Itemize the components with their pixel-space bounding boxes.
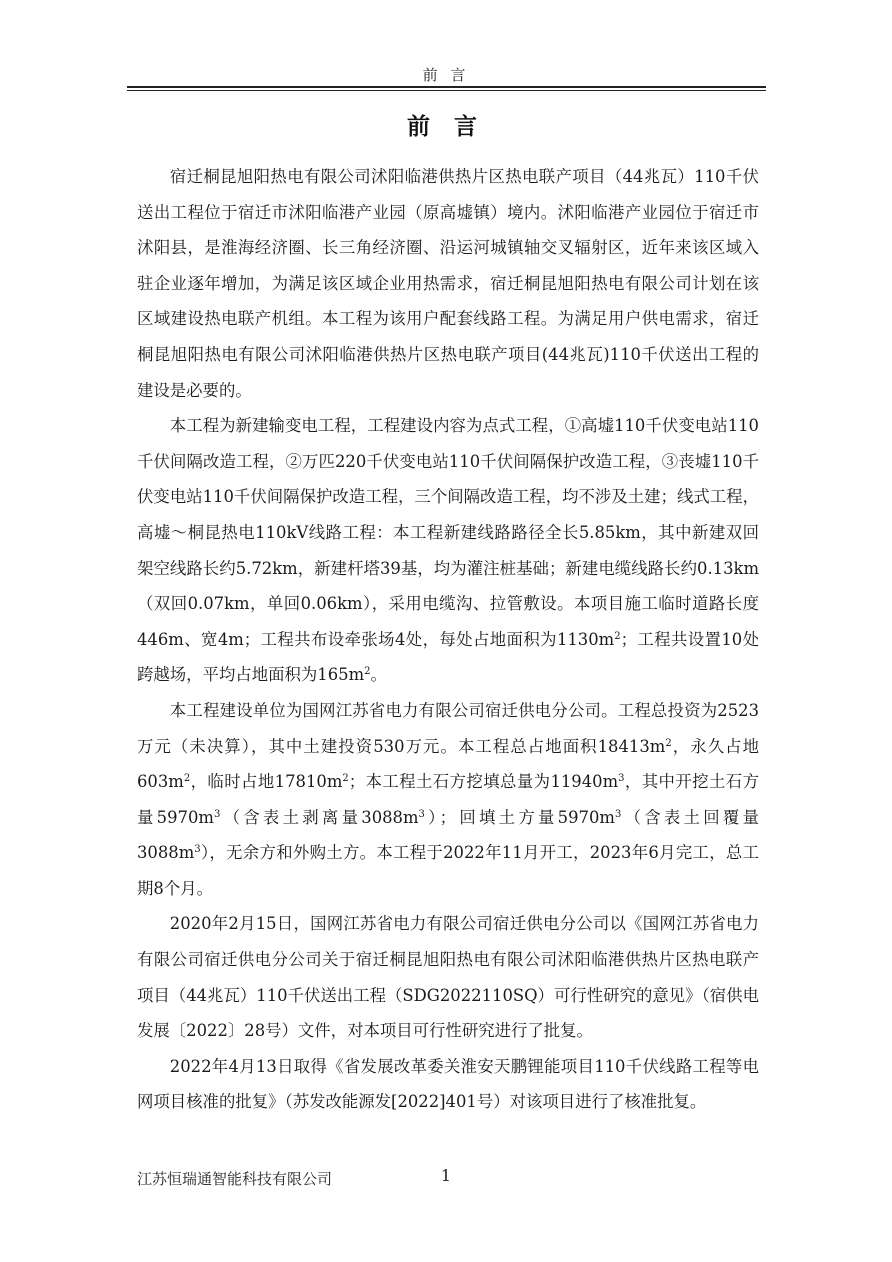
paragraph-project-scope: 本工程为新建输变电工程，工程建设内容为点式工程，①高墟110千伏变电站110千伏间隔改造工程，②万匹220千伏变电站110千伏间隔保护改造工程，③丧墟110千伏变电站110千伏间隔保护改造工程，三个间隔改造工程，均不涉及土建；线式工程，高墟～桐昆热电110kV线路工程：本工程新建线路路径全长5.85km，其中新建双回架空线路长约5.72km，新建杆塔39基，均为灌注桩基础；新建电缆线路长约0.13km（双回0.07km，单回0.06km），采用电缆沟、拉管敷设。本项目施工临时道路长度446m、宽4m；工程共布设牵张场4处，每处占地面积为$1130m^2$；工程共设置10处跨越场，平均占地面积为$165m^2$。 [137, 416, 760, 685]
paragraph-verification-approval: 2022年4月13日取得《省发展改革委关淮安天鹏锂能项目110千伏线路工程等电网项目核准的批复》（苏发改能源发[2022]401号）对该项目进行了核准批复。 [137, 1056, 759, 1112]
paragraph-feasibility-approval: 2020年2月15日，国网江苏省电力有限公司宿迁供电分公司以《国网江苏省电力有限公司宿迁供电分公司关于宿迁桐昆旭阳热电有限公司沭阳临港供热片区热电联产项目（44兆瓦）110千伏送出工程（SDG2022110SQ）可行性研究的意见》（宿供电发展〔2022〕28号）文件，对本项目可行性研究进行了批复。 [137, 914, 759, 1041]
document-body [137, 159, 759, 1120]
page-number: 1 [440, 1166, 452, 1185]
paragraph-investment: 本工程建设单位为国网江苏省电力有限公司宿迁供电分公司。工程总投资为2523万元（未决算），其中土建投资530万元。本工程总占地面积$18413m^2$，永久占地$603m^2$，临时占地$17810m^2$；本工程土石方挖填总量为$11940m^3$，其中开挖土石方量$5970m^3$（含表土剥离量$3088m^3$）；回填土方量$5970m^3$（含表土回覆量$3088m^3$），无余方和外购土方。本工程于2022年11月开工，2023年6月完工，总工期8个月。 [137, 700, 759, 898]
running-header: 前 言 [422, 66, 470, 84]
page-title: 前 言 [406, 113, 485, 140]
header-rule-thick [127, 86, 766, 88]
paragraph-background: 宿迁桐昆旭阳热电有限公司沭阳临港供热片区热电联产项目（44兆瓦）110千伏送出工程位于宿迁市沭阳临港产业园（原高墟镇）境内。沭阳临港产业园位于宿迁市沭阳县，是淮海经济圈、长三角经济圈、沿运河城镇轴交叉辐射区，近年来该区域入驻企业逐年增加，为满足该区域企业用热需求，宿迁桐昆旭阳热电有限公司计划在该区域建设热电联产机组。本工程为该用户配套线路工程。为满足用户供电需求，宿迁桐昆旭阳热电有限公司沭阳临港供热片区热电联产项目(44兆瓦)110千伏送出工程的建设是必要的。 [137, 167, 759, 400]
header-rule-thin [127, 90, 766, 91]
footer-company-name: 江苏恒瑞通智能科技有限公司 [137, 1170, 333, 1188]
